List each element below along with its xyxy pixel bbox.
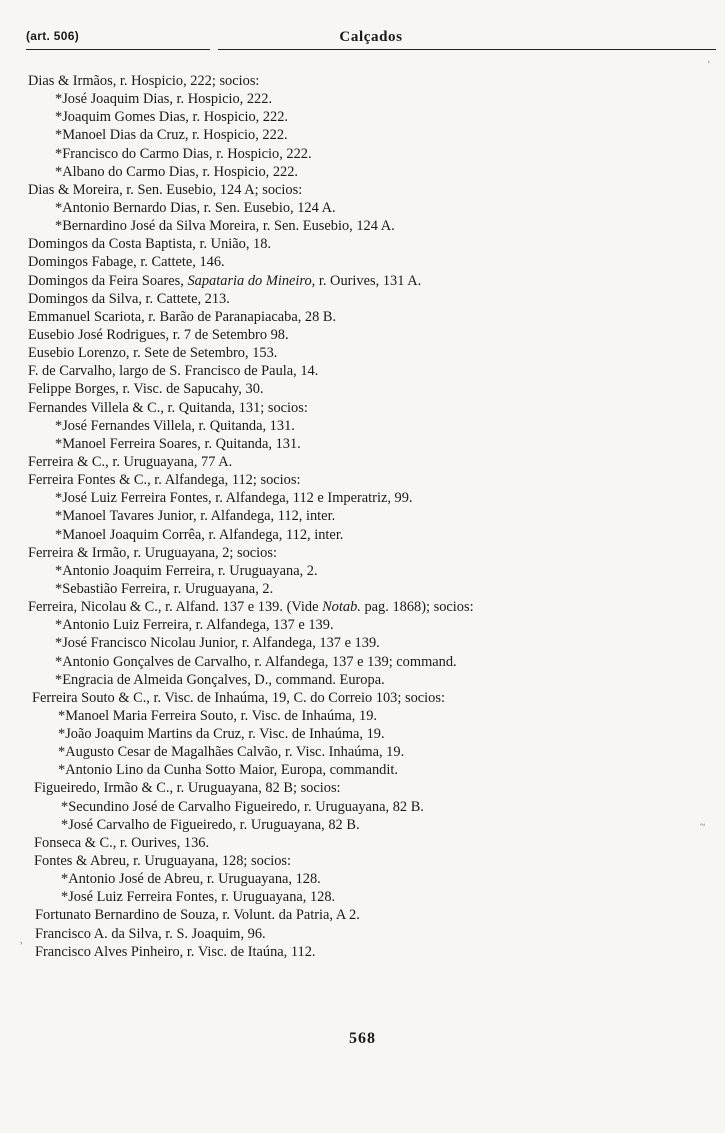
- entry-partner: [28, 435, 718, 453]
- entry-text: Domingos Fabage, r. Cattete, 146.: [28, 254, 225, 271]
- entry-text: *Manoel Joaquim Corrêa, r. Alfandega, 112, inter.: [55, 526, 344, 543]
- entry-partner: [28, 616, 718, 634]
- entry-text: *Manoel Maria Ferreira Souto, r. Visc. de Inhaúma, 19.: [58, 707, 377, 724]
- entry-partner: [28, 653, 718, 671]
- entry-partner: [28, 743, 718, 761]
- entry-text: *José Carvalho de Figueiredo, r. Uruguayana, 82 B.: [61, 816, 360, 833]
- page-title: Calçados: [339, 29, 403, 45]
- entry-rest-text: r. Ourives, 131 A.: [315, 272, 422, 289]
- entry-text: *José Fernandes Villela, r. Quitanda, 131.: [55, 417, 295, 434]
- entry-text: *Secundino José de Carvalho Figueiredo, r. Uruguayana, 82 B.: [61, 798, 424, 815]
- entry-text: Emmanuel Scariota, r. Barão de Paranapiacaba, 28 B.: [28, 308, 337, 325]
- entry-text: *Augusto Cesar de Magalhães Calvão, r. Visc. Inhaúma, 19.: [58, 744, 405, 761]
- entry-list: [28, 72, 718, 961]
- entry-text: *Joaquim Gomes Dias, r. Hospicio, 222.: [55, 109, 289, 126]
- entry-firm: [28, 380, 718, 398]
- entry-firm: [28, 779, 718, 797]
- entry-firm: [28, 290, 718, 308]
- entry-text: Felippe Borges, r. Visc. de Sapucahy, 30.: [28, 381, 264, 398]
- entry-text: *José Francisco Nicolau Junior, r. Alfandega, 137 e 139.: [55, 635, 380, 652]
- entry-partner: [28, 526, 718, 544]
- entry-firm: [28, 272, 718, 290]
- entry-firm: [28, 453, 718, 471]
- entry-text: Domingos da Costa Baptista, r. União, 18.: [28, 236, 272, 253]
- entry-text: *José Joaquim Dias, r. Hospicio, 222.: [55, 91, 273, 108]
- entry-text: *Francisco do Carmo Dias, r. Hospicio, 222.: [55, 145, 312, 162]
- entry-firm: [28, 471, 718, 489]
- entry-firm: [28, 544, 718, 562]
- entry-text: *Sebastião Ferreira, r. Uruguayana, 2.: [55, 580, 274, 597]
- entry-partner: [28, 888, 718, 906]
- entry-italic-text: Notab.: [318, 599, 361, 616]
- entry-text: Eusebio Lorenzo, r. Sete de Setembro, 153.: [28, 345, 278, 362]
- entry-partner: [28, 507, 718, 525]
- entry-text: *Antonio Lino da Cunha Sotto Maior, Europa, commandit.: [58, 762, 398, 779]
- entry-text: *Antonio José de Abreu, r. Uruguayana, 128.: [61, 871, 321, 888]
- entry-partner: [28, 417, 718, 435]
- entry-text: *João Joaquim Martins da Cruz, r. Visc. de Inhaúma, 19.: [58, 726, 385, 743]
- entry-firm: [28, 399, 718, 417]
- entry-text: *Bernardino José da Silva Moreira, r. Sen. Eusebio, 124 A.: [55, 218, 395, 235]
- entry-partner: [28, 90, 718, 108]
- entry-text: *Antonio Gonçalves de Carvalho, r. Alfandega, 137 e 139; command.: [55, 653, 457, 670]
- entry-text: *Manoel Ferreira Soares, r. Quitanda, 131.: [55, 435, 301, 452]
- entry-text: Domingos da Silva, r. Cattete, 213.: [28, 290, 230, 307]
- entry-firm: [28, 235, 718, 253]
- entry-text: Fontes & Abreu, r. Uruguayana, 128; socios:: [34, 853, 291, 870]
- entry-firm: [28, 834, 718, 852]
- entry-text: Fernandes Villela & C., r. Quitanda, 131; socios:: [28, 399, 308, 416]
- margin-speck: ': [708, 60, 710, 71]
- entry-text: Figueiredo, Irmão & C., r. Uruguayana, 82 B; socios:: [34, 780, 341, 797]
- entry-text: Eusebio José Rodrigues, r. 7 de Setembro 98.: [28, 326, 289, 343]
- entry-text: *Antonio Luiz Ferreira, r. Alfandega, 137 e 139.: [55, 617, 334, 634]
- entry-partner: [28, 145, 718, 163]
- entry-firm: [28, 362, 718, 380]
- entry-italic-text: Sapataria do Mineiro,: [183, 272, 316, 289]
- entry-partner: [28, 126, 718, 144]
- margin-speck: ~: [700, 820, 706, 831]
- entry-text: *Engracia de Almeida Gonçalves, D., command. Europa.: [55, 671, 385, 688]
- entry-firm: [28, 906, 718, 924]
- entry-partner: [28, 671, 718, 689]
- entry-firm: [28, 181, 718, 199]
- entry-firm: [28, 598, 718, 616]
- entry-firm: [28, 72, 718, 90]
- entry-text: Fonseca & C., r. Ourives, 136.: [34, 834, 210, 851]
- entry-partner: [28, 580, 718, 598]
- entry-text: Dias & Moreira, r. Sen. Eusebio, 124 A; socios:: [28, 181, 303, 198]
- entry-text: Ferreira Fontes & C., r. Alfandega, 112; socios:: [28, 472, 301, 489]
- entry-partner: [28, 707, 718, 725]
- entry-text: Domingos da Feira Soares,: [28, 272, 184, 289]
- entry-text: F. de Carvalho, largo de S. Francisco de Paula, 14.: [28, 363, 319, 380]
- entry-firm: [28, 689, 718, 707]
- entry-text: *Manoel Tavares Junior, r. Alfandega, 112, inter.: [55, 508, 336, 525]
- entry-partner: [28, 562, 718, 580]
- entry-text: Ferreira & Irmão, r. Uruguayana, 2; socios:: [28, 544, 277, 561]
- entry-partner: [28, 761, 718, 779]
- entry-text: *Manoel Dias da Cruz, r. Hospicio, 222.: [55, 127, 288, 144]
- entry-text: *Antonio Joaquim Ferreira, r. Uruguayana, 2.: [55, 562, 318, 579]
- entry-partner: [28, 199, 718, 217]
- header-rule-left: [26, 49, 210, 50]
- entry-partner: [28, 489, 718, 507]
- entry-firm: [28, 253, 718, 271]
- entry-text: Ferreira, Nicolau & C., r. Alfand. 137 e 139. (Vide: [28, 599, 319, 616]
- entry-partner: [28, 798, 718, 816]
- entry-text: Dias & Irmãos, r. Hospicio, 222; socios:: [28, 73, 260, 89]
- entry-partner: [28, 108, 718, 126]
- entry-partner: [28, 634, 718, 652]
- page-number: 568: [349, 1030, 376, 1047]
- section-reference: (art. 506): [26, 29, 80, 43]
- entry-text: Ferreira Souto & C., r. Visc. de Inhaúma, 19, C. do Correio 103; socios:: [32, 689, 445, 706]
- entry-partner: [28, 163, 718, 181]
- entry-text: Francisco Alves Pinheiro, r. Visc. de Itaúna, 112.: [35, 943, 316, 960]
- entry-partner: [28, 217, 718, 235]
- entry-text: *Antonio Bernardo Dias, r. Sen. Eusebio, 124 A.: [55, 199, 336, 216]
- entry-firm: [28, 943, 718, 961]
- entry-text: Fortunato Bernardino de Souza, r. Volunt. da Patria, A 2.: [35, 907, 360, 924]
- header-rule-right: [218, 49, 716, 50]
- entry-text: Francisco A. da Silva, r. S. Joaquim, 96.: [35, 925, 266, 942]
- entry-text: *José Luiz Ferreira Fontes, r. Alfandega, 112 e Imperatriz, 99.: [55, 490, 413, 507]
- entry-rest-text: pag. 1868); socios:: [360, 599, 474, 616]
- entry-partner: [28, 870, 718, 888]
- entry-firm: [28, 925, 718, 943]
- margin-speck: ,: [20, 935, 23, 946]
- entry-text: *Albano do Carmo Dias, r. Hospicio, 222.: [55, 163, 299, 180]
- entry-text: Ferreira & C., r. Uruguayana, 77 A.: [28, 453, 233, 470]
- entry-text: *José Luiz Ferreira Fontes, r. Uruguayana, 128.: [61, 889, 336, 906]
- entry-firm: [28, 852, 718, 870]
- entry-firm: [28, 308, 718, 326]
- entry-firm: [28, 326, 718, 344]
- entry-partner: [28, 816, 718, 834]
- entry-firm: [28, 344, 718, 362]
- entry-partner: [28, 725, 718, 743]
